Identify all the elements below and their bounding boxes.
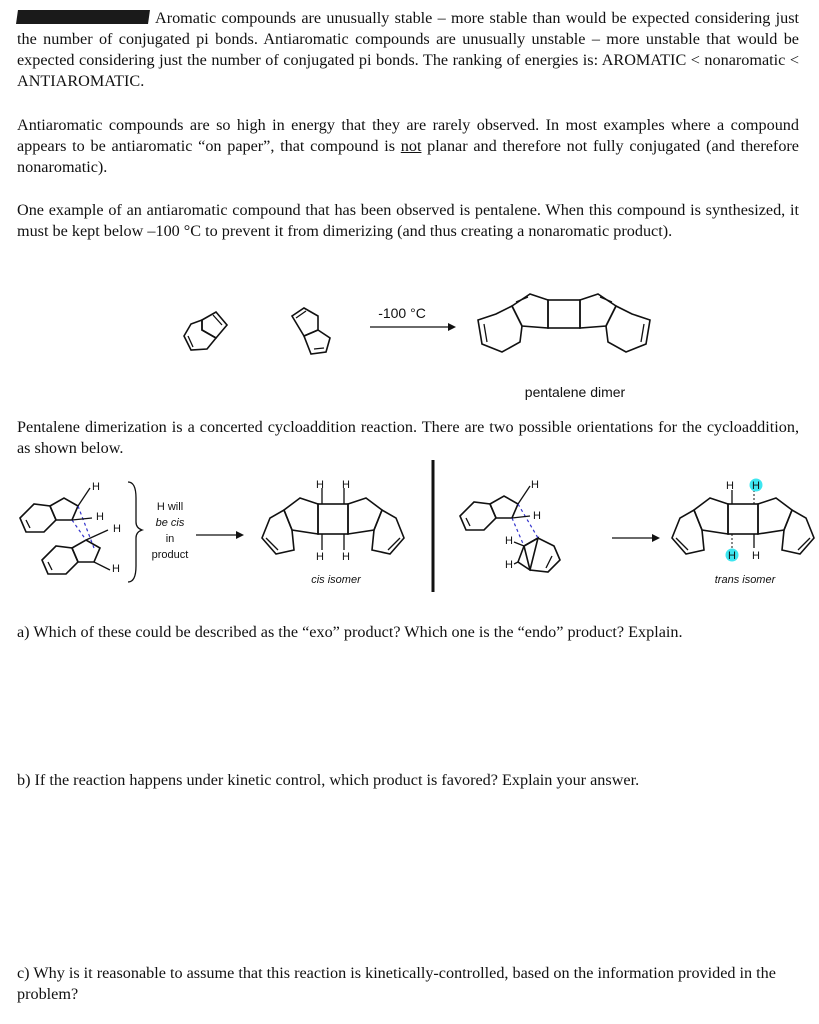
cis-isomer-label: cis isomer <box>311 574 361 586</box>
question-a: a) Which of these could be described as the “exo” product? Which one is the “endo” product? Explain. <box>17 623 683 641</box>
cis-reactant-pair <box>20 488 110 574</box>
h-label: H <box>505 559 513 571</box>
h-label: H <box>752 550 760 562</box>
question-b: b) If the reaction happens under kinetic control, which product is favored? Explain your answer. <box>17 771 640 789</box>
intro-paragraph-4: Pentalene dimerization is a concerted cycloaddition reaction. There are two possible orientations for the cycloaddition, as shown below. <box>17 418 799 457</box>
h-label: H <box>505 535 513 547</box>
h-label: H <box>752 480 760 492</box>
pentalene-dimer-structure <box>478 294 650 352</box>
trans-isomer-structure <box>672 490 814 554</box>
h-label: H <box>316 479 324 491</box>
h-label: H <box>531 479 539 491</box>
h-label: H <box>342 551 350 563</box>
pentalene-dimerization-scheme <box>0 280 819 410</box>
note-line-2: be cis <box>155 517 185 529</box>
h-label: H <box>342 479 350 491</box>
pentalene-molecule-1 <box>184 312 227 350</box>
intro-paragraph-2: Antiaromatic compounds are so high in energy that they are rarely observed. In most examples where a compound appears to be antiaromatic “on paper”, that compound is not planar and therefore not fully conjugated (and therefore nonaromatic). <box>17 116 799 176</box>
pentalene-molecule-2 <box>292 308 330 354</box>
note-line-3: in <box>165 533 175 545</box>
redacted-heading <box>16 10 150 24</box>
h-label: H <box>728 550 736 562</box>
reaction-condition: -100 °C <box>378 305 426 321</box>
h-label: H <box>92 481 100 493</box>
brace <box>128 482 142 582</box>
h-label: H <box>96 511 104 523</box>
h-label: H <box>533 510 541 522</box>
h-label: H <box>112 563 120 575</box>
intro-paragraph-3: One example of an antiaromatic compound that has been observed is pentalene. When this compound is synthesized, it must be kept below –100 °C to prevent it from dimerizing (and thus creating a nonaromatic product). <box>17 201 799 240</box>
h-label: H <box>726 480 734 492</box>
trans-isomer-label: trans isomer <box>714 574 776 586</box>
cycloaddition-orientation-scheme <box>0 458 819 598</box>
question-c: c) Why is it reasonable to assume that this reaction is kinetically-controlled, based on the information provided in the problem? <box>17 964 776 1003</box>
cis-isomer-structure <box>262 488 404 554</box>
underlined-not: not <box>400 137 422 155</box>
intro-paragraph-1-text: Aromatic compounds are unusually stable – more stable than would be expected considering just the number of conjugated pi bonds. Antiaromatic compounds are unusually unstable – more unstable that would be expected considering just the number of conjugated pi bonds. The ranking of energies is: AROMATIC < nonaromatic < ANTIAROMATIC. <box>17 9 799 90</box>
note-line-1: H will <box>156 501 184 513</box>
intro-paragraph-1 <box>17 8 799 92</box>
h-label: H <box>113 523 121 535</box>
note-line-4: product <box>151 549 189 561</box>
dimer-label: pentalene dimer <box>524 384 626 400</box>
h-label: H <box>316 551 324 563</box>
